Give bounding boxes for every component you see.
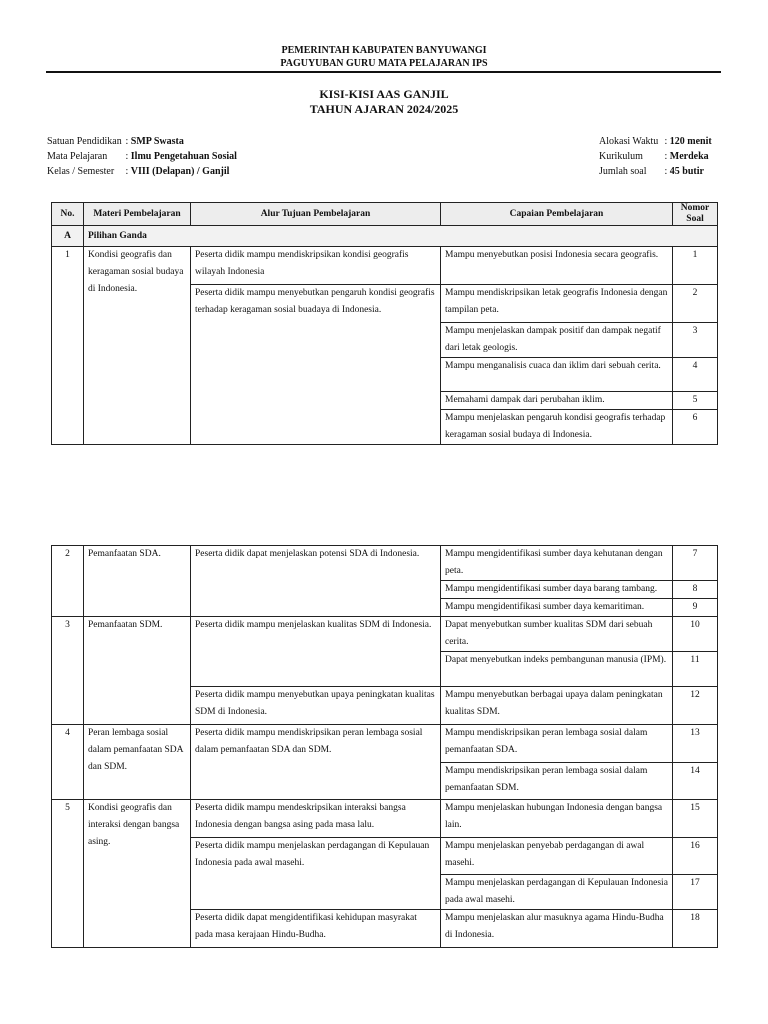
capaian-cell: Mampu menjelaskan perdagangan di Kepulauan Indonesia pada awal masehi. — [441, 875, 673, 910]
section-row — [52, 226, 718, 247]
nomor-cell: 11 — [673, 652, 718, 687]
meta-row-satuan: Satuan Pendidikan : SMP Swasta — [47, 136, 184, 147]
alur-cell: Peserta didik mampu menjelaskan kualitas SDM di Indonesia. — [191, 617, 441, 687]
table-header-row — [52, 203, 718, 226]
capaian-cell: Mampu mendiskripsikan letak geografis Indonesia dengan tampilan peta. — [441, 285, 673, 323]
nomor-cell: 4 — [673, 358, 718, 392]
row-number: 3 — [52, 617, 84, 725]
materi-cell: Peran lembaga sosial dalam pemanfaatan SDA dan SDM. — [84, 725, 191, 800]
nomor-cell: 3 — [673, 323, 718, 358]
nomor-cell: 9 — [673, 599, 718, 617]
nomor-cell: 2 — [673, 285, 718, 323]
nomor-cell: 10 — [673, 617, 718, 652]
header-capaian: Capaian Pembelajaran — [441, 203, 673, 226]
document-title: KISI-KISI AAS GANJIL — [319, 87, 449, 101]
nomor-cell: 7 — [673, 546, 718, 581]
meta-right — [599, 134, 712, 179]
alur-cell: Peserta didik dapat menjelaskan potensi SDA di Indonesia. — [191, 546, 441, 617]
table-row — [52, 617, 718, 652]
table-row — [52, 800, 718, 838]
materi-cell: Pemanfaatan SDA. — [84, 546, 191, 617]
nomor-cell: 17 — [673, 875, 718, 910]
table-row — [52, 725, 718, 763]
kisi-table-part-2 — [51, 545, 718, 948]
capaian-cell: Mampu menjelaskan alur masuknya agama Hindu-Budha di Indonesia. — [441, 910, 673, 948]
nomor-cell: 1 — [673, 247, 718, 285]
capaian-cell: Memahami dampak dari perubahan iklim. — [441, 392, 673, 410]
header-divider — [46, 71, 721, 73]
section-letter: A — [52, 226, 84, 247]
meta-row-kurikulum: Kurikulum : Merdeka — [599, 151, 709, 162]
capaian-cell: Mampu mengidentifikasi sumber daya kemaritiman. — [441, 599, 673, 617]
capaian-cell: Mampu menganalisis cuaca dan iklim dari sebuah cerita. — [441, 358, 673, 392]
nomor-cell: 12 — [673, 687, 718, 725]
nomor-cell: 18 — [673, 910, 718, 948]
capaian-cell: Mampu menjelaskan dampak positif dan dampak negatif dari letak geologis. — [441, 323, 673, 358]
nomor-cell: 14 — [673, 763, 718, 800]
capaian-cell: Mampu menyebutkan berbagai upaya dalam peningkatan kualitas SDM. — [441, 687, 673, 725]
capaian-cell: Dapat menyebutkan indeks pembangunan manusia (IPM). — [441, 652, 673, 687]
nomor-cell: 8 — [673, 581, 718, 599]
alur-cell: Peserta didik mampu menyebutkan pengaruh kondisi geografis terhadap keragaman sosial buadaya di Indonesia. — [191, 285, 441, 445]
nomor-cell: 15 — [673, 800, 718, 838]
header-line-2: PAGUYUBAN GURU MATA PELAJARAN IPS — [280, 58, 488, 69]
capaian-cell: Dapat menyebutkan sumber kualitas SDM dari sebuah cerita. — [441, 617, 673, 652]
alur-cell: Peserta didik mampu mendiskripsikan peran lembaga sosial dalam pemanfaatan SDA dan SDM. — [191, 725, 441, 800]
meta-row-kelas: Kelas / Semester : VIII (Delapan) / Ganjil — [47, 166, 230, 177]
capaian-cell: Mampu mendiskripsikan peran lembaga sosial dalam pemanfaatan SDM. — [441, 763, 673, 800]
capaian-cell: Mampu menjelaskan pengaruh kondisi geografis terhadap keragaman sosial budaya di Indonesia. — [441, 410, 673, 445]
alur-cell: Peserta didik mampu menjelaskan perdagangan di Kepulauan Indonesia pada awal masehi. — [191, 838, 441, 910]
header-materi: Materi Pembelajaran — [84, 203, 191, 226]
materi-cell: Kondisi geografis dan interaksi dengan bangsa asing. — [84, 800, 191, 948]
nomor-cell: 16 — [673, 838, 718, 875]
meta-left — [47, 134, 237, 179]
header-line-1: PEMERINTAH KABUPATEN BANYUWANGI — [281, 45, 487, 56]
materi-cell: Kondisi geografis dan keragaman sosial budaya di Indonesia. — [84, 247, 191, 445]
alur-cell: Peserta didik dapat mengidentifikasi kehidupan masyrakat pada masa kerajaan Hindu-Budha. — [191, 910, 441, 948]
nomor-cell: 5 — [673, 392, 718, 410]
meta-row-mapel: Mata Pelajaran : Ilmu Pengetahuan Sosial — [47, 151, 237, 162]
header-alur: Alur Tujuan Pembelajaran — [191, 203, 441, 226]
meta-row-jumlah: Jumlah soal : 45 butir — [599, 166, 704, 177]
kisi-table-part-1 — [51, 202, 718, 445]
capaian-cell: Mampu mengidentifikasi sumber daya kehutanan dengan peta. — [441, 546, 673, 581]
section-label: Pilihan Ganda — [84, 226, 718, 247]
row-number: 1 — [52, 247, 84, 445]
table-row — [52, 247, 718, 285]
nomor-cell: 13 — [673, 725, 718, 763]
header-no: No. — [52, 203, 84, 226]
row-number: 4 — [52, 725, 84, 800]
nomor-cell: 6 — [673, 410, 718, 445]
capaian-cell: Mampu menjelaskan penyebab perdagangan di awal masehi. — [441, 838, 673, 875]
capaian-cell: Mampu menjelaskan hubungan Indonesia dengan bangsa lain. — [441, 800, 673, 838]
alur-cell: Peserta didik mampu mendiskripsikan kondisi geografis wilayah Indonesia — [191, 247, 441, 285]
row-number: 5 — [52, 800, 84, 948]
capaian-cell: Mampu mendiskripsikan peran lembaga sosial dalam pemanfaatan SDA. — [441, 725, 673, 763]
header-nomor: Nomor Soal — [673, 203, 718, 226]
capaian-cell: Mampu menyebutkan posisi Indonesia secara geografis. — [441, 247, 673, 285]
materi-cell: Pemanfaatan SDM. — [84, 617, 191, 725]
alur-cell: Peserta didik mampu mendeskripsikan interaksi bangsa Indonesia dengan bangsa asing pada masa lalu. — [191, 800, 441, 838]
table-row — [52, 546, 718, 581]
alur-cell: Peserta didik mampu menyebutkan upaya peningkatan kualitas SDM di Indonesia. — [191, 687, 441, 725]
document-subtitle: TAHUN AJARAN 2024/2025 — [309, 102, 459, 116]
meta-row-alokasi: Alokasi Waktu : 120 menit — [599, 136, 712, 147]
capaian-cell: Mampu mengidentifikasi sumber daya barang tambang. — [441, 581, 673, 599]
row-number: 2 — [52, 546, 84, 617]
